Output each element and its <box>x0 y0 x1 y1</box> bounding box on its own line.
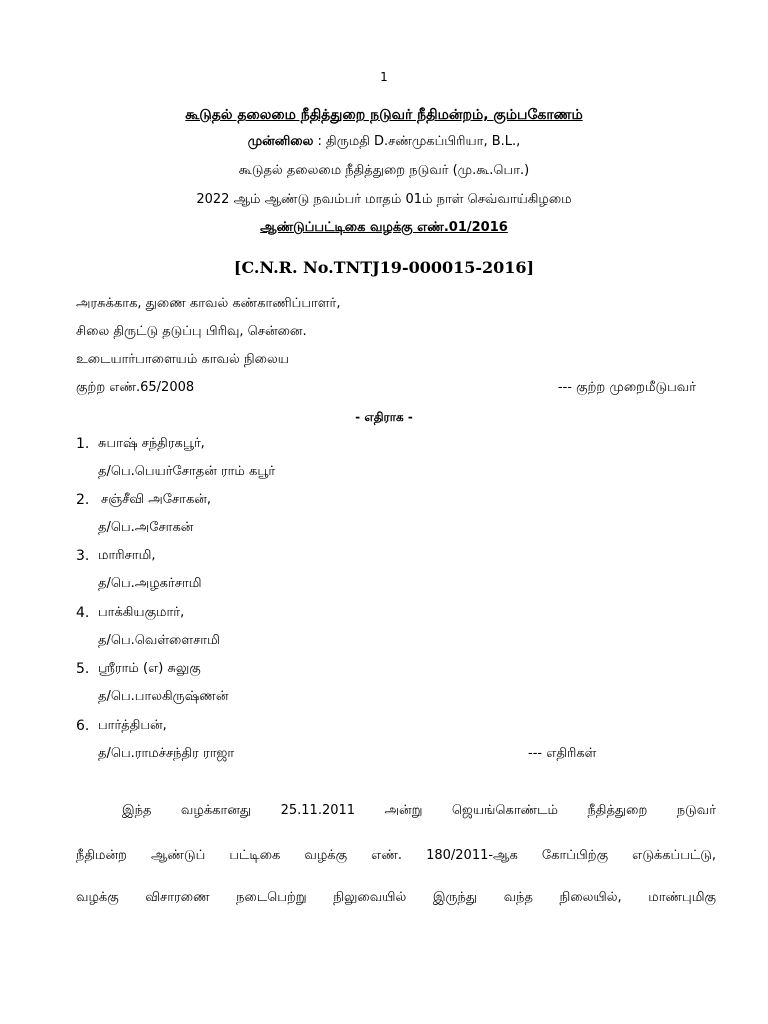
accused-father: த/பெ.அழகர்சாமி <box>98 576 202 591</box>
page-number: 1 <box>380 70 388 84</box>
accused-number: 5. <box>76 661 90 677</box>
presence-label: முன்னிலை <box>247 134 314 149</box>
accused-number: 2. <box>76 492 90 508</box>
accused-number: 6. <box>76 718 90 734</box>
complainant-line-3: உடையார்பாளையம் காவல் நிலைய <box>76 352 289 367</box>
accused-name: சஞ்சீவி அசோகன், <box>101 492 212 507</box>
designation: கூடுதல் தலைமை நீதித்துறை நடுவர் (மு.கூ.பொ.) <box>238 163 530 178</box>
complainant-line-1: அரசுக்காக, துணை காவல் கண்காணிப்பாளர், <box>76 296 341 311</box>
presence-value: திருமதி D.சண்முகப்பிரியா, B.L., <box>326 134 521 149</box>
accused-name: மாரிசாமி, <box>98 548 156 563</box>
accused-father: த/பெ.பெயர்சோதன் ராம் கபூர் <box>98 464 276 479</box>
case-number: ஆண்டுப்பட்டிகை வழக்கு எண்.01/2016 <box>260 220 508 235</box>
cnr-number: [C.N.R. No.TNTJ19-000015-2016] <box>233 258 535 277</box>
presence-line <box>0 133 768 151</box>
judgment-date: 2022 ஆம் ஆண்டு நவம்பர் மாதம் 01ம் நாள் செவ்வாய்கிழமை <box>196 192 572 207</box>
accused-number: 1. <box>76 436 90 452</box>
accused-name: ஸ்ரீராம் (எ) சுலுகு <box>98 661 201 676</box>
complainant-role: --- குற்ற முறைமீடுபவர் <box>557 380 696 395</box>
body-line-3: வழக்கு விசாரணை நடைபெற்று நிலுவையில் இருந்து வந்த நிலையில், மாண்புமிகு <box>76 890 716 905</box>
body-line-1: இந்த வழக்கானது 25.11.2011 அன்று ஜெயங்கொண்டம் நீதித்துறை நடுவர் <box>122 803 716 818</box>
versus: - எதிராக - <box>355 410 413 424</box>
accused-number: 4. <box>76 605 90 621</box>
crime-number: குற்ற எண்.65/2008 <box>76 380 195 395</box>
accused-name: சுபாஷ் சந்திரகபூர், <box>98 436 205 451</box>
accused-role: --- எதிரிகள் <box>528 746 597 761</box>
complainant-line-2: சிலை திருட்டு தடுப்பு பிரிவு, சென்னை. <box>76 324 307 339</box>
presence-sep: : <box>313 134 327 149</box>
accused-name: பாக்கியகுமார், <box>98 605 185 620</box>
accused-name: பார்த்திபன், <box>98 718 167 733</box>
accused-father: த/பெ.அசோகன் <box>98 520 194 535</box>
accused-father: த/பெ.பாலகிருஷ்ணன் <box>98 689 229 704</box>
accused-number: 3. <box>76 548 90 564</box>
accused-father: த/பெ.வெள்ளைசாமி <box>98 633 220 648</box>
body-line-2: நீதிமன்ற ஆண்டுப் பட்டிகை வழக்கு எண். 180/2011-ஆக கோப்பிற்கு எடுக்கப்பட்டு, <box>76 848 716 863</box>
accused-father: த/பெ.ராமச்சந்திர ராஜா <box>98 746 235 761</box>
court-title: கூடுதல் தலைமை நீதித்துறை நடுவர் நீதிமன்றம், கும்பகோணம் <box>185 107 583 123</box>
